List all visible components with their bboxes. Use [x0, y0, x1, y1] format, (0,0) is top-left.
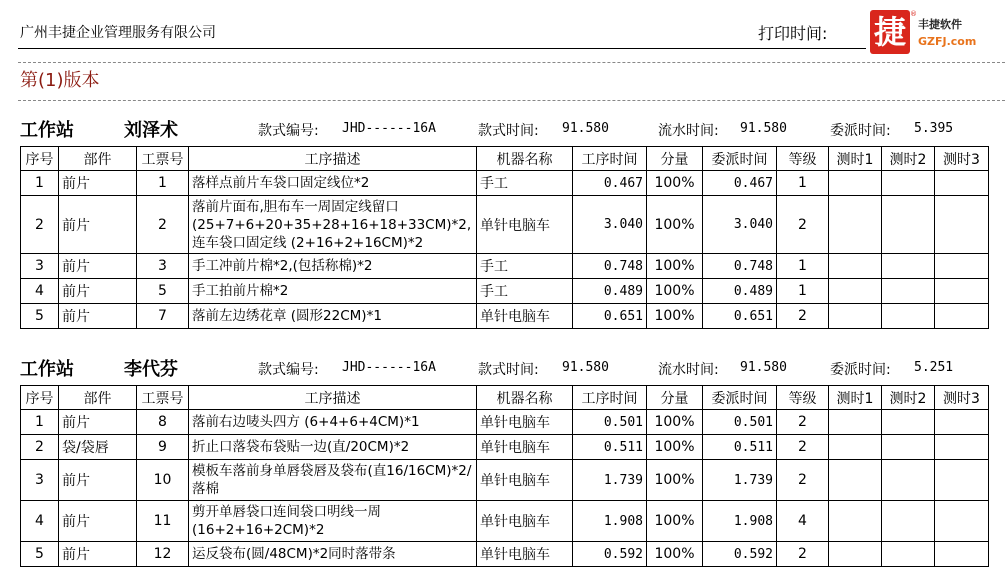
time-cell: 0.501 [573, 410, 647, 435]
column-header: 序号 [21, 147, 59, 171]
measure-cell [882, 279, 935, 304]
desc-cell: 落前片面布,胆布车一周固定线留口(25+7+6+20+35+28+16+18+33CM)*2,连车袋口固定线 (2+16+2+16CM)*2 [189, 196, 477, 254]
measure-cell [882, 542, 935, 567]
logo-mark: 捷 [870, 10, 910, 54]
column-header: 测时2 [882, 147, 935, 171]
measure-cell [882, 254, 935, 279]
assign-cell: 3.040 [703, 196, 777, 254]
station-info-2 [0, 356, 1005, 386]
machine-cell: 单针电脑车 [477, 435, 573, 460]
desc-cell: 折止口落袋布袋贴一边(直/20CM)*2 [189, 435, 477, 460]
grade-cell: 4 [777, 501, 829, 542]
desc-cell: 模板车落前身单唇袋唇及袋布(直16/16CM)*2/落棉 [189, 460, 477, 501]
assign-cell: 0.511 [703, 435, 777, 460]
ticket-cell: 10 [137, 460, 189, 501]
ticket-cell: 2 [137, 196, 189, 254]
ticket-cell: 7 [137, 304, 189, 329]
measure-cell [829, 435, 882, 460]
seq-cell: 1 [21, 171, 59, 196]
assign-cell: 0.748 [703, 254, 777, 279]
table-row [21, 435, 989, 460]
measure-cell [829, 460, 882, 501]
grade-cell: 2 [777, 542, 829, 567]
time-cell: 0.592 [573, 542, 647, 567]
ticket-cell: 12 [137, 542, 189, 567]
style-time-value: 91.580 [562, 121, 609, 136]
table-row [21, 410, 989, 435]
time-cell: 0.511 [573, 435, 647, 460]
measure-cell [882, 171, 935, 196]
style-no-value: JHD------16A [342, 121, 436, 136]
measure-cell [935, 196, 989, 254]
time-cell: 1.739 [573, 460, 647, 501]
ratio-cell: 100% [647, 410, 703, 435]
grade-cell: 2 [777, 196, 829, 254]
desc-cell: 落样点前片车袋口固定线位*2 [189, 171, 477, 196]
time-cell: 0.467 [573, 171, 647, 196]
table-header-row [21, 386, 989, 410]
flow-time-label: 流水时间: [658, 362, 719, 378]
measure-cell [882, 501, 935, 542]
measure-cell [935, 171, 989, 196]
time-cell: 0.651 [573, 304, 647, 329]
flow-time-label: 流水时间: [658, 123, 719, 139]
ticket-cell: 1 [137, 171, 189, 196]
table-row [21, 196, 989, 254]
ticket-cell: 9 [137, 435, 189, 460]
seq-cell: 4 [21, 501, 59, 542]
worker-name: 刘泽术 [124, 120, 178, 141]
table-row [21, 304, 989, 329]
machine-cell: 单针电脑车 [477, 542, 573, 567]
ratio-cell: 100% [647, 435, 703, 460]
style-time-value: 91.580 [562, 360, 609, 375]
assign-cell: 0.592 [703, 542, 777, 567]
print-time-label: 打印时间: [758, 24, 828, 43]
seq-cell: 1 [21, 410, 59, 435]
measure-cell [829, 304, 882, 329]
column-header: 工序描述 [189, 147, 477, 171]
part-cell: 前片 [59, 196, 137, 254]
ratio-cell: 100% [647, 304, 703, 329]
measure-cell [829, 279, 882, 304]
seq-cell: 4 [21, 279, 59, 304]
seq-cell: 5 [21, 542, 59, 567]
time-cell: 0.748 [573, 254, 647, 279]
column-header: 委派时间 [703, 386, 777, 410]
machine-cell: 单针电脑车 [477, 410, 573, 435]
measure-cell [935, 279, 989, 304]
column-header: 分量 [647, 386, 703, 410]
ratio-cell: 100% [647, 196, 703, 254]
desc-cell: 落前右边唛头四方 (6+4+6+4CM)*1 [189, 410, 477, 435]
style-no-label: 款式编号: [258, 123, 319, 139]
style-no-value: JHD------16A [342, 360, 436, 375]
column-header: 等级 [777, 386, 829, 410]
part-cell: 前片 [59, 501, 137, 542]
logo-name: 丰捷软件 [918, 18, 962, 31]
ratio-cell: 100% [647, 279, 703, 304]
column-header: 分量 [647, 147, 703, 171]
measure-cell [829, 254, 882, 279]
style-time-label: 款式时间: [478, 362, 539, 378]
column-header: 工序时间 [573, 147, 647, 171]
assign-cell: 0.467 [703, 171, 777, 196]
seq-cell: 5 [21, 304, 59, 329]
grade-cell: 2 [777, 460, 829, 501]
grade-cell: 1 [777, 279, 829, 304]
station-info-1 [0, 117, 1005, 147]
grade-cell: 1 [777, 254, 829, 279]
column-header: 工票号 [137, 147, 189, 171]
report-header [0, 0, 1005, 62]
registered-mark: ® [910, 10, 917, 18]
column-header: 等级 [777, 147, 829, 171]
seq-cell: 3 [21, 254, 59, 279]
part-cell: 前片 [59, 254, 137, 279]
version-label: 第(1)版本 [20, 70, 100, 91]
ratio-cell: 100% [647, 171, 703, 196]
table-row [21, 279, 989, 304]
time-cell: 0.489 [573, 279, 647, 304]
table-row [21, 501, 989, 542]
assign-time-label: 委派时间: [830, 123, 891, 139]
machine-cell: 单针电脑车 [477, 196, 573, 254]
ratio-cell: 100% [647, 254, 703, 279]
part-cell: 袋/袋唇 [59, 435, 137, 460]
part-cell: 前片 [59, 279, 137, 304]
assign-cell: 0.489 [703, 279, 777, 304]
measure-cell [882, 304, 935, 329]
table-header-row [21, 147, 989, 171]
brand-logo [870, 10, 978, 54]
column-header: 部件 [59, 386, 137, 410]
part-cell: 前片 [59, 460, 137, 501]
machine-cell: 单针电脑车 [477, 460, 573, 501]
part-cell: 前片 [59, 171, 137, 196]
worker-name: 李代芬 [124, 359, 178, 380]
assign-time-value: 5.251 [914, 360, 954, 375]
measure-cell [935, 460, 989, 501]
time-cell: 3.040 [573, 196, 647, 254]
measure-cell [882, 435, 935, 460]
time-cell: 1.908 [573, 501, 647, 542]
table-row [21, 460, 989, 501]
column-header: 测时3 [935, 147, 989, 171]
column-header: 工票号 [137, 386, 189, 410]
table-row [21, 254, 989, 279]
assign-cell: 0.651 [703, 304, 777, 329]
column-header: 测时1 [829, 386, 882, 410]
column-header: 部件 [59, 147, 137, 171]
part-cell: 前片 [59, 542, 137, 567]
column-header: 测时3 [935, 386, 989, 410]
machine-cell: 手工 [477, 171, 573, 196]
measure-cell [935, 254, 989, 279]
assign-cell: 1.908 [703, 501, 777, 542]
seq-cell: 3 [21, 460, 59, 501]
measure-cell [882, 196, 935, 254]
station-label: 工作站 [20, 359, 74, 380]
grade-cell: 2 [777, 410, 829, 435]
column-header: 工序时间 [573, 386, 647, 410]
measure-cell [935, 435, 989, 460]
ticket-cell: 8 [137, 410, 189, 435]
style-time-label: 款式时间: [478, 123, 539, 139]
assign-cell: 1.739 [703, 460, 777, 501]
operations-table-1 [20, 146, 989, 329]
part-cell: 前片 [59, 410, 137, 435]
grade-cell: 2 [777, 435, 829, 460]
dashed-divider [18, 100, 1005, 101]
station-label: 工作站 [20, 120, 74, 141]
grade-cell: 1 [777, 171, 829, 196]
column-header: 委派时间 [703, 147, 777, 171]
ratio-cell: 100% [647, 501, 703, 542]
flow-time-value: 91.580 [740, 121, 787, 136]
desc-cell: 手工拍前片棉*2 [189, 279, 477, 304]
column-header: 测时1 [829, 147, 882, 171]
measure-cell [935, 410, 989, 435]
measure-cell [829, 501, 882, 542]
header-divider [18, 48, 866, 49]
grade-cell: 2 [777, 304, 829, 329]
column-header: 机器名称 [477, 386, 573, 410]
ratio-cell: 100% [647, 460, 703, 501]
assign-time-label: 委派时间: [830, 362, 891, 378]
measure-cell [882, 460, 935, 501]
desc-cell: 落前左边绣花章 (圆形22CM)*1 [189, 304, 477, 329]
measure-cell [829, 410, 882, 435]
company-name: 广州丰捷企业管理服务有限公司 [20, 25, 216, 41]
machine-cell: 手工 [477, 279, 573, 304]
assign-time-value: 5.395 [914, 121, 954, 136]
column-header: 测时2 [882, 386, 935, 410]
ticket-cell: 3 [137, 254, 189, 279]
part-cell: 前片 [59, 304, 137, 329]
measure-cell [935, 304, 989, 329]
column-header: 工序描述 [189, 386, 477, 410]
desc-cell: 运反袋布(圆/48CM)*2同时落带条 [189, 542, 477, 567]
measure-cell [935, 542, 989, 567]
measure-cell [935, 501, 989, 542]
table-row [21, 542, 989, 567]
logo-url: GZFJ.com [918, 35, 977, 48]
ratio-cell: 100% [647, 542, 703, 567]
assign-cell: 0.501 [703, 410, 777, 435]
seq-cell: 2 [21, 196, 59, 254]
machine-cell: 单针电脑车 [477, 501, 573, 542]
machine-cell: 手工 [477, 254, 573, 279]
operations-table-2 [20, 385, 989, 567]
ticket-cell: 5 [137, 279, 189, 304]
desc-cell: 剪开单唇袋口连间袋口明线一周(16+2+16+2CM)*2 [189, 501, 477, 542]
table-row [21, 171, 989, 196]
flow-time-value: 91.580 [740, 360, 787, 375]
ticket-cell: 11 [137, 501, 189, 542]
seq-cell: 2 [21, 435, 59, 460]
measure-cell [882, 410, 935, 435]
desc-cell: 手工冲前片棉*2,(包括称棉)*2 [189, 254, 477, 279]
column-header: 序号 [21, 386, 59, 410]
dashed-divider [18, 62, 1005, 63]
measure-cell [829, 196, 882, 254]
style-no-label: 款式编号: [258, 362, 319, 378]
machine-cell: 单针电脑车 [477, 304, 573, 329]
measure-cell [829, 171, 882, 196]
column-header: 机器名称 [477, 147, 573, 171]
measure-cell [829, 542, 882, 567]
